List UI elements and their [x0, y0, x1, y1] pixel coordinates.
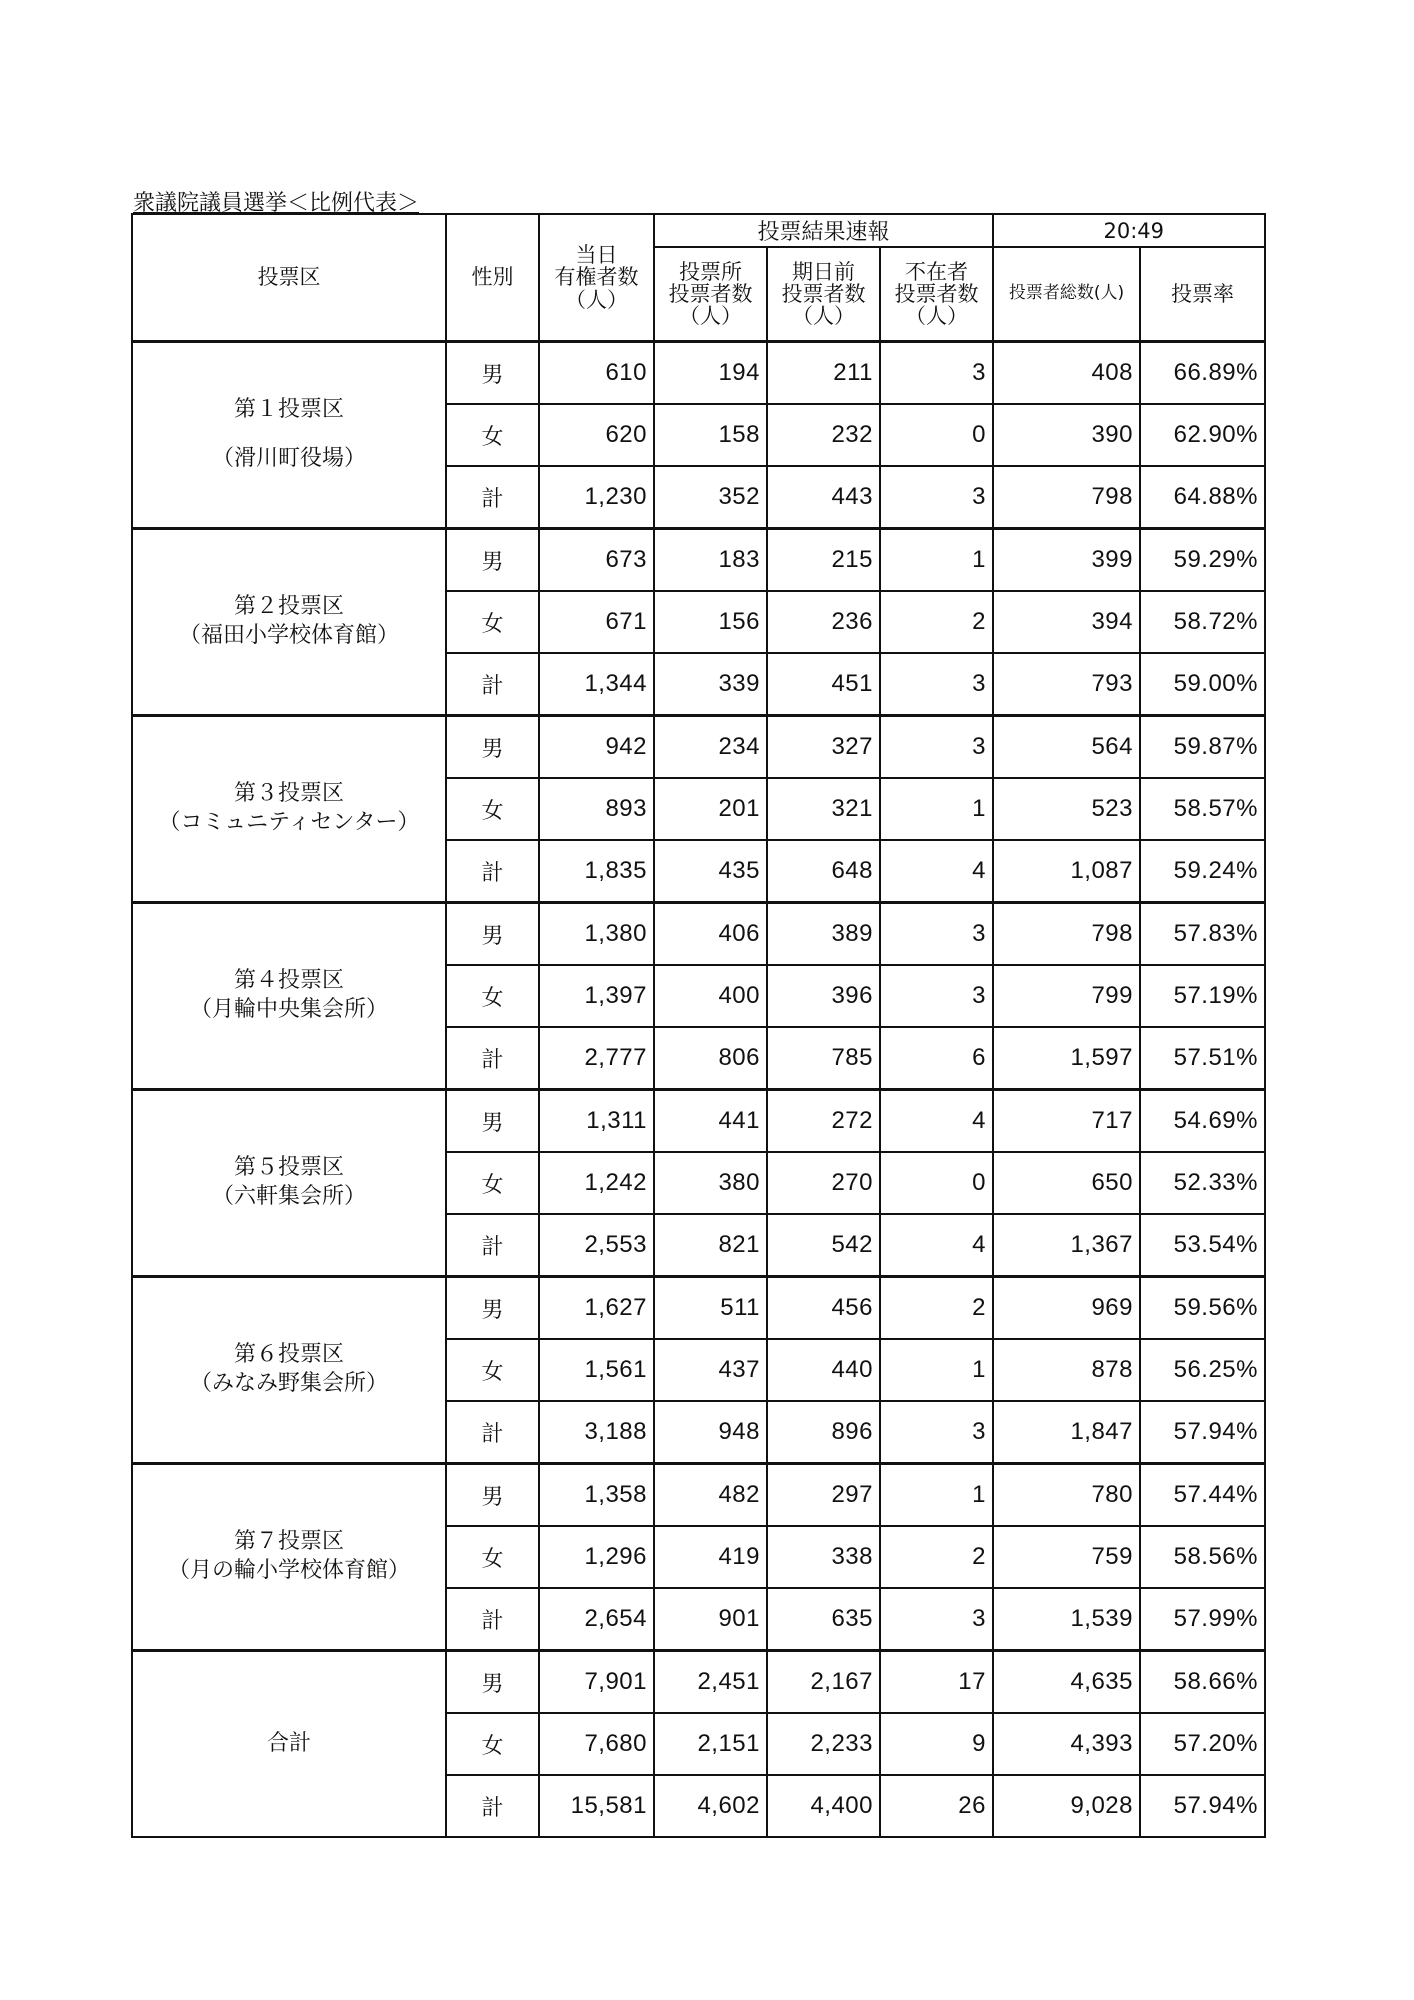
sex-cell: 男	[446, 716, 539, 779]
early-cell: 896	[767, 1401, 880, 1464]
table-row	[132, 903, 1265, 966]
sex-cell: 男	[446, 903, 539, 966]
absentee-cell: 3	[880, 653, 993, 716]
sex-cell: 男	[446, 1277, 539, 1340]
rate-cell: 57.51%	[1140, 1027, 1265, 1090]
rate-cell: 66.89%	[1140, 342, 1265, 405]
total-cell: 1,597	[993, 1027, 1140, 1090]
rate-cell: 58.57%	[1140, 778, 1265, 840]
rate-cell: 57.83%	[1140, 903, 1265, 966]
voters-cell: 2,777	[539, 1027, 654, 1090]
district-name: 合計	[266, 1730, 311, 1756]
header-sex: 性別	[446, 214, 539, 342]
sex-cell: 計	[446, 840, 539, 903]
rate-cell: 59.29%	[1140, 529, 1265, 592]
sex-cell: 計	[446, 1588, 539, 1651]
early-cell: 232	[767, 404, 880, 466]
rate-cell: 57.94%	[1140, 1401, 1265, 1464]
early-cell: 211	[767, 342, 880, 405]
station-cell: 821	[654, 1214, 767, 1277]
rate-cell: 57.44%	[1140, 1464, 1265, 1527]
absentee-cell: 3	[880, 965, 993, 1027]
early-cell: 456	[767, 1277, 880, 1340]
voters-cell: 3,188	[539, 1401, 654, 1464]
voters-cell: 15,581	[539, 1775, 654, 1837]
early-cell: 272	[767, 1090, 880, 1153]
district-place: （コミュニティセンター）	[158, 810, 420, 835]
total-cell: 759	[993, 1526, 1140, 1588]
district-gap	[133, 425, 445, 445]
rate-cell: 54.69%	[1140, 1090, 1265, 1153]
station-cell: 194	[654, 342, 767, 405]
sex-cell: 男	[446, 342, 539, 405]
absentee-cell: 4	[880, 1090, 993, 1153]
total-cell: 1,087	[993, 840, 1140, 903]
absentee-cell: 0	[880, 404, 993, 466]
early-cell: 327	[767, 716, 880, 779]
sex-cell: 女	[446, 1713, 539, 1775]
voters-cell: 1,627	[539, 1277, 654, 1340]
total-cell: 969	[993, 1277, 1140, 1340]
station-cell: 435	[654, 840, 767, 903]
early-cell: 451	[767, 653, 880, 716]
district-place: （みなみ野集会所）	[189, 1371, 388, 1396]
station-cell: 406	[654, 903, 767, 966]
early-cell: 338	[767, 1526, 880, 1588]
total-cell: 878	[993, 1339, 1140, 1401]
district-name: 第６投票区	[233, 1342, 344, 1368]
sex-cell: 女	[446, 965, 539, 1027]
total-cell: 408	[993, 342, 1140, 405]
district-name: 第１投票区	[233, 397, 344, 423]
district-name: 第４投票区	[233, 968, 344, 994]
early-cell: 297	[767, 1464, 880, 1527]
table-row	[132, 1277, 1265, 1340]
absentee-cell: 26	[880, 1775, 993, 1837]
early-cell: 785	[767, 1027, 880, 1090]
rate-cell: 52.33%	[1140, 1152, 1265, 1214]
voters-cell: 1,835	[539, 840, 654, 903]
station-cell: 419	[654, 1526, 767, 1588]
table-row	[132, 529, 1265, 592]
total-cell: 390	[993, 404, 1140, 466]
voters-cell: 1,311	[539, 1090, 654, 1153]
header-station: 投票所 投票者数 （人）	[654, 247, 767, 342]
early-cell: 396	[767, 965, 880, 1027]
district-cell	[132, 342, 446, 529]
district-cell	[132, 903, 446, 1090]
rate-cell: 59.00%	[1140, 653, 1265, 716]
absentee-cell: 4	[880, 840, 993, 903]
station-cell: 201	[654, 778, 767, 840]
early-cell: 215	[767, 529, 880, 592]
absentee-cell: 9	[880, 1713, 993, 1775]
absentee-cell: 1	[880, 1339, 993, 1401]
station-cell: 380	[654, 1152, 767, 1214]
voters-cell: 7,680	[539, 1713, 654, 1775]
rate-cell: 57.94%	[1140, 1775, 1265, 1837]
sex-cell: 男	[446, 1651, 539, 1714]
total-cell: 780	[993, 1464, 1140, 1527]
station-cell: 511	[654, 1277, 767, 1340]
header-band-title: 投票結果速報	[654, 214, 993, 247]
rate-cell: 59.24%	[1140, 840, 1265, 903]
voters-cell: 1,380	[539, 903, 654, 966]
station-cell: 437	[654, 1339, 767, 1401]
voters-cell: 2,553	[539, 1214, 654, 1277]
header-total-voters: 投票者総数(人)	[993, 247, 1140, 342]
absentee-cell: 3	[880, 1401, 993, 1464]
rate-cell: 57.20%	[1140, 1713, 1265, 1775]
absentee-cell: 3	[880, 1588, 993, 1651]
district-name: 第７投票区	[233, 1529, 344, 1555]
station-cell: 352	[654, 466, 767, 529]
early-cell: 2,233	[767, 1713, 880, 1775]
rate-cell: 59.87%	[1140, 716, 1265, 779]
station-cell: 400	[654, 965, 767, 1027]
early-cell: 648	[767, 840, 880, 903]
station-cell: 156	[654, 591, 767, 653]
voters-cell: 942	[539, 716, 654, 779]
rate-cell: 53.54%	[1140, 1214, 1265, 1277]
sex-cell: 女	[446, 1152, 539, 1214]
total-cell: 399	[993, 529, 1140, 592]
sex-cell: 女	[446, 1339, 539, 1401]
district-place: （六軒集会所）	[211, 1184, 366, 1209]
sex-cell: 女	[446, 404, 539, 466]
early-cell: 236	[767, 591, 880, 653]
table-row	[132, 1651, 1265, 1714]
voters-cell: 673	[539, 529, 654, 592]
header-district: 投票区	[132, 214, 446, 342]
station-cell: 183	[654, 529, 767, 592]
rate-cell: 58.56%	[1140, 1526, 1265, 1588]
voters-cell: 1,230	[539, 466, 654, 529]
absentee-cell: 6	[880, 1027, 993, 1090]
station-cell: 158	[654, 404, 767, 466]
total-cell: 564	[993, 716, 1140, 779]
voters-cell: 1,397	[539, 965, 654, 1027]
district-name: 第５投票区	[233, 1155, 344, 1181]
voters-cell: 610	[539, 342, 654, 405]
total-cell: 717	[993, 1090, 1140, 1153]
absentee-cell: 3	[880, 342, 993, 405]
voters-cell: 2,654	[539, 1588, 654, 1651]
early-cell: 389	[767, 903, 880, 966]
district-cell	[132, 1651, 446, 1838]
sex-cell: 計	[446, 1214, 539, 1277]
absentee-cell: 2	[880, 591, 993, 653]
header-early: 期日前 投票者数 （人）	[767, 247, 880, 342]
rate-cell: 64.88%	[1140, 466, 1265, 529]
sex-cell: 計	[446, 653, 539, 716]
sex-cell: 女	[446, 1526, 539, 1588]
voters-cell: 893	[539, 778, 654, 840]
total-cell: 4,635	[993, 1651, 1140, 1714]
district-cell	[132, 1464, 446, 1651]
rate-cell: 62.90%	[1140, 404, 1265, 466]
header-absentee: 不在者 投票者数 （人）	[880, 247, 993, 342]
total-cell: 1,847	[993, 1401, 1140, 1464]
header-row-band	[132, 214, 1265, 247]
station-cell: 948	[654, 1401, 767, 1464]
total-cell: 523	[993, 778, 1140, 840]
station-cell: 234	[654, 716, 767, 779]
voters-cell: 7,901	[539, 1651, 654, 1714]
absentee-cell: 2	[880, 1277, 993, 1340]
rate-cell: 56.25%	[1140, 1339, 1265, 1401]
sex-cell: 計	[446, 466, 539, 529]
table-body	[132, 214, 1265, 1837]
absentee-cell: 3	[880, 466, 993, 529]
district-cell	[132, 1277, 446, 1464]
station-cell: 339	[654, 653, 767, 716]
sex-cell: 計	[446, 1027, 539, 1090]
voters-cell: 671	[539, 591, 654, 653]
table-row	[132, 1090, 1265, 1153]
station-cell: 901	[654, 1588, 767, 1651]
station-cell: 806	[654, 1027, 767, 1090]
rate-cell: 57.99%	[1140, 1588, 1265, 1651]
rate-cell: 58.72%	[1140, 591, 1265, 653]
header-voters: 当日 有権者数 （人）	[539, 214, 654, 342]
total-cell: 4,393	[993, 1713, 1140, 1775]
absentee-cell: 2	[880, 1526, 993, 1588]
election-results-table	[131, 213, 1266, 1838]
absentee-cell: 4	[880, 1214, 993, 1277]
total-cell: 799	[993, 965, 1140, 1027]
absentee-cell: 1	[880, 529, 993, 592]
station-cell: 2,451	[654, 1651, 767, 1714]
absentee-cell: 1	[880, 1464, 993, 1527]
total-cell: 1,367	[993, 1214, 1140, 1277]
district-place: （滑川町役場）	[211, 446, 366, 471]
header-band-time: 20:49	[993, 214, 1265, 247]
total-cell: 650	[993, 1152, 1140, 1214]
voters-cell: 620	[539, 404, 654, 466]
total-cell: 1,539	[993, 1588, 1140, 1651]
table-row	[132, 342, 1265, 405]
document-title: 衆議院議員選挙＜比例代表＞	[133, 191, 420, 216]
absentee-cell: 3	[880, 716, 993, 779]
voters-cell: 1,242	[539, 1152, 654, 1214]
district-name: 第２投票区	[233, 594, 344, 620]
sex-cell: 男	[446, 529, 539, 592]
early-cell: 440	[767, 1339, 880, 1401]
voters-cell: 1,296	[539, 1526, 654, 1588]
early-cell: 321	[767, 778, 880, 840]
rate-cell: 58.66%	[1140, 1651, 1265, 1714]
total-cell: 394	[993, 591, 1140, 653]
early-cell: 542	[767, 1214, 880, 1277]
total-cell: 793	[993, 653, 1140, 716]
early-cell: 635	[767, 1588, 880, 1651]
sex-cell: 計	[446, 1401, 539, 1464]
sex-cell: 女	[446, 778, 539, 840]
total-cell: 798	[993, 903, 1140, 966]
sex-cell: 計	[446, 1775, 539, 1837]
station-cell: 441	[654, 1090, 767, 1153]
early-cell: 2,167	[767, 1651, 880, 1714]
rate-cell: 57.19%	[1140, 965, 1265, 1027]
absentee-cell: 1	[880, 778, 993, 840]
district-place: （月の輪小学校体育館）	[167, 1558, 410, 1583]
station-cell: 4,602	[654, 1775, 767, 1837]
district-cell	[132, 1090, 446, 1277]
district-place: （月輪中央集会所）	[189, 997, 388, 1022]
sex-cell: 女	[446, 591, 539, 653]
voters-cell: 1,344	[539, 653, 654, 716]
district-name: 第３投票区	[233, 781, 344, 807]
district-cell	[132, 716, 446, 903]
voters-cell: 1,358	[539, 1464, 654, 1527]
absentee-cell: 0	[880, 1152, 993, 1214]
table-row	[132, 1464, 1265, 1527]
sex-cell: 男	[446, 1464, 539, 1527]
district-cell	[132, 529, 446, 716]
station-cell: 2,151	[654, 1713, 767, 1775]
table-row	[132, 716, 1265, 779]
early-cell: 4,400	[767, 1775, 880, 1837]
header-turnout: 投票率	[1140, 247, 1265, 342]
sex-cell: 男	[446, 1090, 539, 1153]
rate-cell: 59.56%	[1140, 1277, 1265, 1340]
station-cell: 482	[654, 1464, 767, 1527]
district-place: （福田小学校体育館）	[178, 623, 399, 648]
early-cell: 443	[767, 466, 880, 529]
early-cell: 270	[767, 1152, 880, 1214]
absentee-cell: 3	[880, 903, 993, 966]
absentee-cell: 17	[880, 1651, 993, 1714]
total-cell: 9,028	[993, 1775, 1140, 1837]
voters-cell: 1,561	[539, 1339, 654, 1401]
total-cell: 798	[993, 466, 1140, 529]
